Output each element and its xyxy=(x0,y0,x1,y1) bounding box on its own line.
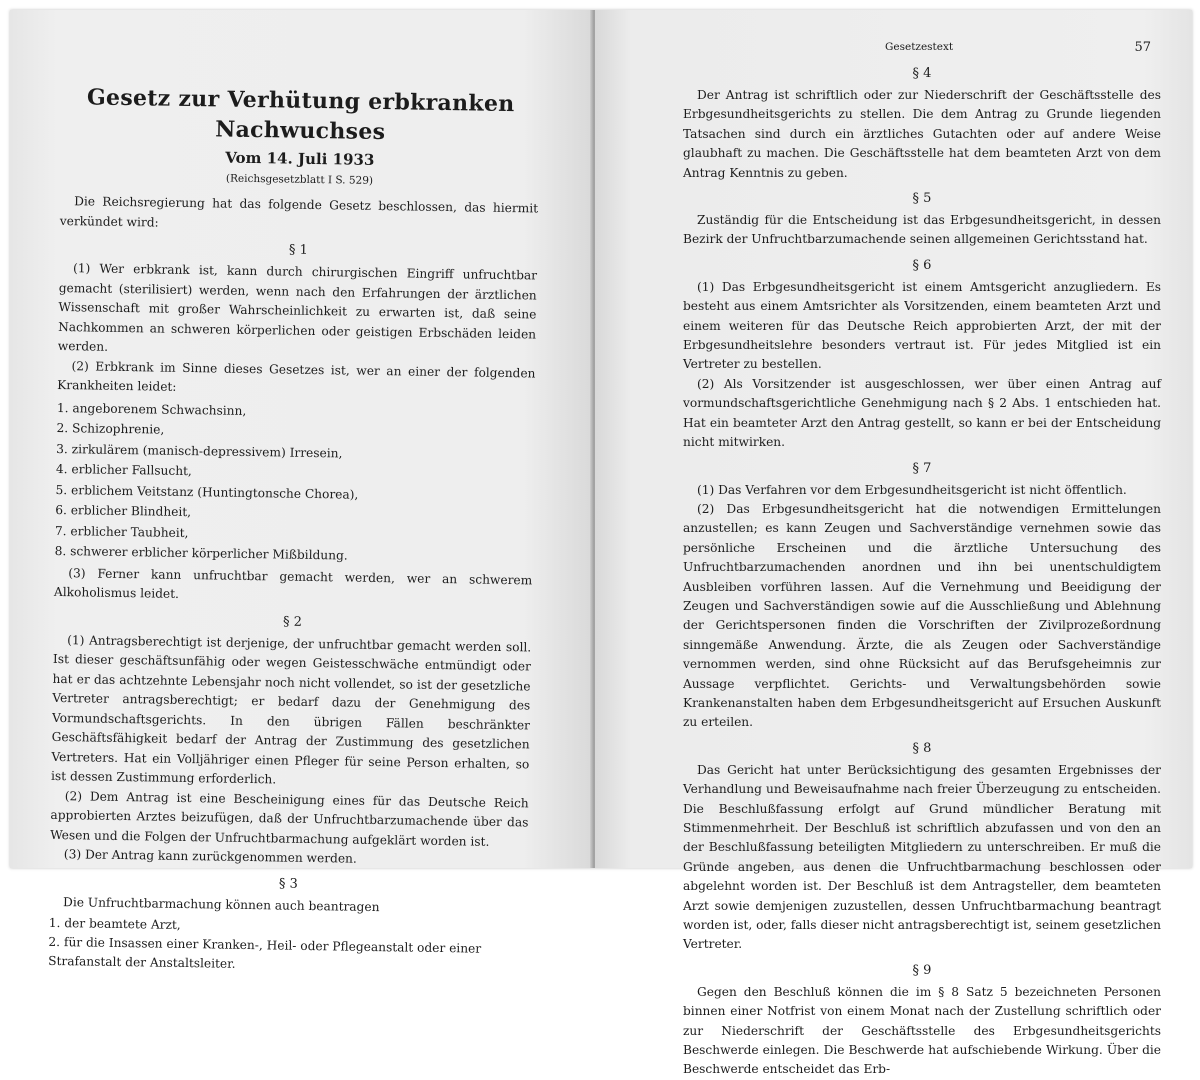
section-1-paragraph-2: (2) Erbkrank im Sinne dieses Gesetzes ist, wer an einer der folgenden Krankheiten leidet: xyxy=(57,358,536,394)
section-6-heading: § 6 xyxy=(912,257,932,273)
section-7-paragraph-1: (1) Das Verfahren vor dem Erbgesundheitsgericht ist nicht öffentlich. xyxy=(697,482,1127,497)
section-9-paragraph-1: Gegen den Beschluß können die im § 8 Satz 5 bezeichneten Personen binnen einer Notfrist von einem Monat nach der Zustellung schriftlich oder zur Niederschrift der Geschäftsstelle des Erbgesundheitsgerichts Beschwerde einlegen. Die Beschwerde hat aufschiebende Wirkung. Über die Beschwerde entscheidet das Erb- xyxy=(683,984,1161,1077)
list-item: 3. zirkulärem (manisch-depressivem) Irresein, xyxy=(56,441,343,460)
section-9-heading: § 9 xyxy=(912,962,932,978)
section-4-paragraph-1: Der Antrag ist schriftlich oder zur Niederschrift der Geschäftsstelle des Erbgesundheitsgerichts zu stellen. Die dem Antrag zu Grunde liegenden Tatsachen sind durch ein ärztliches Gutachten oder auf andere Weise glaubhaft zu machen. Die Geschäftsstelle hat dem beamteten Arzt von dem Antrag Kenntnis zu geben. xyxy=(683,88,1161,180)
list-item: 2. für die Insassen einer Kranken-, Heil- oder Pflegeanstalt oder einer Strafanstalt der Anstaltsleiter. xyxy=(48,934,482,971)
section-1-heading: § 1 xyxy=(288,242,308,258)
page-header xyxy=(683,38,1161,58)
left-page-text xyxy=(48,82,540,980)
list-item: 1. der beamtete Arzt, xyxy=(48,915,181,932)
left-page xyxy=(10,10,593,971)
right-page xyxy=(595,10,1192,1077)
section-1-paragraph-1: (1) Wer erbkrank ist, kann durch chirurgischen Eingriff unfruchtbar gemacht (sterilisiert) werden, wenn nach den Erfahrungen der ärztlichen Wissenschaft mit großer Wahrscheinlichkeit zu erwarten ist, daß seine Nachkommen an schweren körperlichen oder geistigen Erbschäden leiden werden. xyxy=(57,261,538,354)
section-5-heading: § 5 xyxy=(912,191,932,207)
section-3-heading: § 3 xyxy=(278,876,299,892)
section-2-paragraph-2: (2) Dem Antrag ist eine Bescheinigung eines für das Deutsche Reich approbierten Arztes beizufügen, daß der Unfruchtbarzumachende über das Wesen und die Folgen der Unfruchtbarmachung aufgeklärt worden ist. xyxy=(50,788,529,849)
list-item: 1. angeborenem Schwachsinn, xyxy=(56,400,247,418)
applicant-list xyxy=(48,914,527,979)
section-7-heading: § 7 xyxy=(912,460,932,476)
law-source: (Reichsgesetzblatt I S. 529) xyxy=(225,172,374,187)
right-page-text xyxy=(683,38,1161,1080)
list-item: 6. erblicher Blindheit, xyxy=(55,502,192,520)
section-8-heading: § 8 xyxy=(912,740,932,756)
section-4-heading: § 4 xyxy=(912,66,932,81)
section-2-paragraph-3: (3) Der Antrag kann zurückgenommen werden. xyxy=(63,847,357,866)
section-3-intro: Die Unfruchtbarmachung können auch beantragen xyxy=(63,894,380,914)
preamble: Die Reichsregierung hat das folgende Gesetz beschlossen, das hiermit verkündet wird: xyxy=(59,194,539,230)
list-item: 8. schwerer erblicher körperlicher Mißbildung. xyxy=(54,543,348,563)
list-item: 4. erblicher Fallsucht, xyxy=(55,461,192,479)
section-7-paragraph-2: (2) Das Erbgesundheitsgericht hat die notwendigen Ermittelungen anzustellen; es kann Zeugen und Sachverständige vernehmen sowie das persönliche Erscheinen und die ärztliche Untersuchung des Unfruchtbarzumachenden anordnen und ihn bei unentschuldigtem Ausbleiben vorführen lassen. Auf die Vernehmung und Beeidigung der Zeugen und Sachverständigen sowie auf die Ausschließung und Ablehnung der Gerichtspersonen finden die Vorschriften der Zivilprozeßordnung sinngemäße Anwendung. Ärzte, die als Zeugen oder Sachverständige vernommen werden, sind ohne Rücksicht auf das Berufsgeheimnis zur Aussage verpflichtet. Gerichts- und Verwaltungsbehörden sowie Krankenanstalten haben dem Erbgesundheitsgericht auf Ersuchen Auskunft zu erteilen. xyxy=(683,501,1161,730)
page-number: 57 xyxy=(1134,40,1151,55)
list-item: 5. erblichem Veitstanz (Huntingtonsche Chorea), xyxy=(55,482,359,502)
section-2-paragraph-1: (1) Antragsberechtigt ist derjenige, der unfruchtbar gemacht werden soll. Ist dieser geschäftsunfähig oder wegen Geistesschwäche entmündigt oder hat er das achtzehnte Lebensjahr noch nicht vollendet, so ist der gesetzliche Vertreter antragsberechtigt; er bedarf dazu der Genehmigung des Vormundschaftsgerichts. In den übrigen Fällen beschränkter Geschäftsfähigkeit bedarf der Antrag der Zustimmung des gesetzlichen Vertreters. Hat ein Volljähriger einen Pfleger für seine Person erhalten, so ist dessen Zustimmung erforderlich. xyxy=(50,632,532,787)
law-date: Vom 14. Juli 1933 xyxy=(225,148,375,169)
list-item: 2. Schizophrenie, xyxy=(56,420,165,437)
section-8-paragraph-1: Das Gericht hat unter Berücksichtigung des gesamten Ergebnisses der Verhandlung und Beweisaufnahme nach freier Überzeugung zu entscheiden. Die Beschlußfassung erfolgt auf Grund mündlicher Beratung mit Stimmenmehrheit. Der Beschluß ist schriftlich abzufassen und von den an der Beschlußfassung beteiligten Mitgliedern zu unterschreiben. Er muß die Gründe angeben, aus denen die Unfruchtbarmachung beschlossen oder abgelehnt worden ist. Der Beschluß ist dem Antragsteller, dem beamteten Arzt sowie demjenigen zuzustellen, dessen Unfruchtbarmachung beantragt worden ist, oder, falls dieser nicht antragsberechtigt ist, seinem gesetzlichen Vertreter. xyxy=(683,762,1161,952)
running-head: Gesetzestext xyxy=(885,41,954,53)
section-2-heading: § 2 xyxy=(282,614,303,630)
section-6-paragraph-1: (1) Das Erbgesundheitsgericht ist einem Amtsgericht anzugliedern. Es besteht aus einem Amtsrichter als Vorsitzenden, einem beamteten Arzt und einem weiteren für das Deutsche Reich approbierten Arzt, der mit der Erbgesundheitslehre besonders vertraut ist. Für jedes Mitglied ist ein Vertreter zu bestellen. xyxy=(683,279,1161,372)
list-item: 7. erblicher Taubheit, xyxy=(54,523,189,540)
section-5-paragraph-1: Zuständig für die Entscheidung ist das Erbgesundheitsgericht, in dessen Bezirk der Unfruchtbarzumachende seinen allgemeinen Gerichtsstand hat. xyxy=(683,213,1161,247)
section-6-paragraph-2: (2) Als Vorsitzender ist ausgeschlossen, wer über einen Antrag auf vormundschaftsgerichtliche Genehmigung nach § 2 Abs. 1 entschieden hat. Hat ein beamteter Arzt den Antrag gestellt, so kann er bei der Entscheidung nicht mitwirken. xyxy=(683,376,1161,450)
book-spread xyxy=(10,10,1192,1077)
section-1-paragraph-3: (3) Ferner kann unfruchtbar gemacht werden, wer an schwerem Alkoholismus leidet. xyxy=(53,565,533,601)
disease-list xyxy=(54,397,535,568)
law-title: Gesetz zur Verhütung erbkranken Nachwuchses xyxy=(86,84,515,146)
